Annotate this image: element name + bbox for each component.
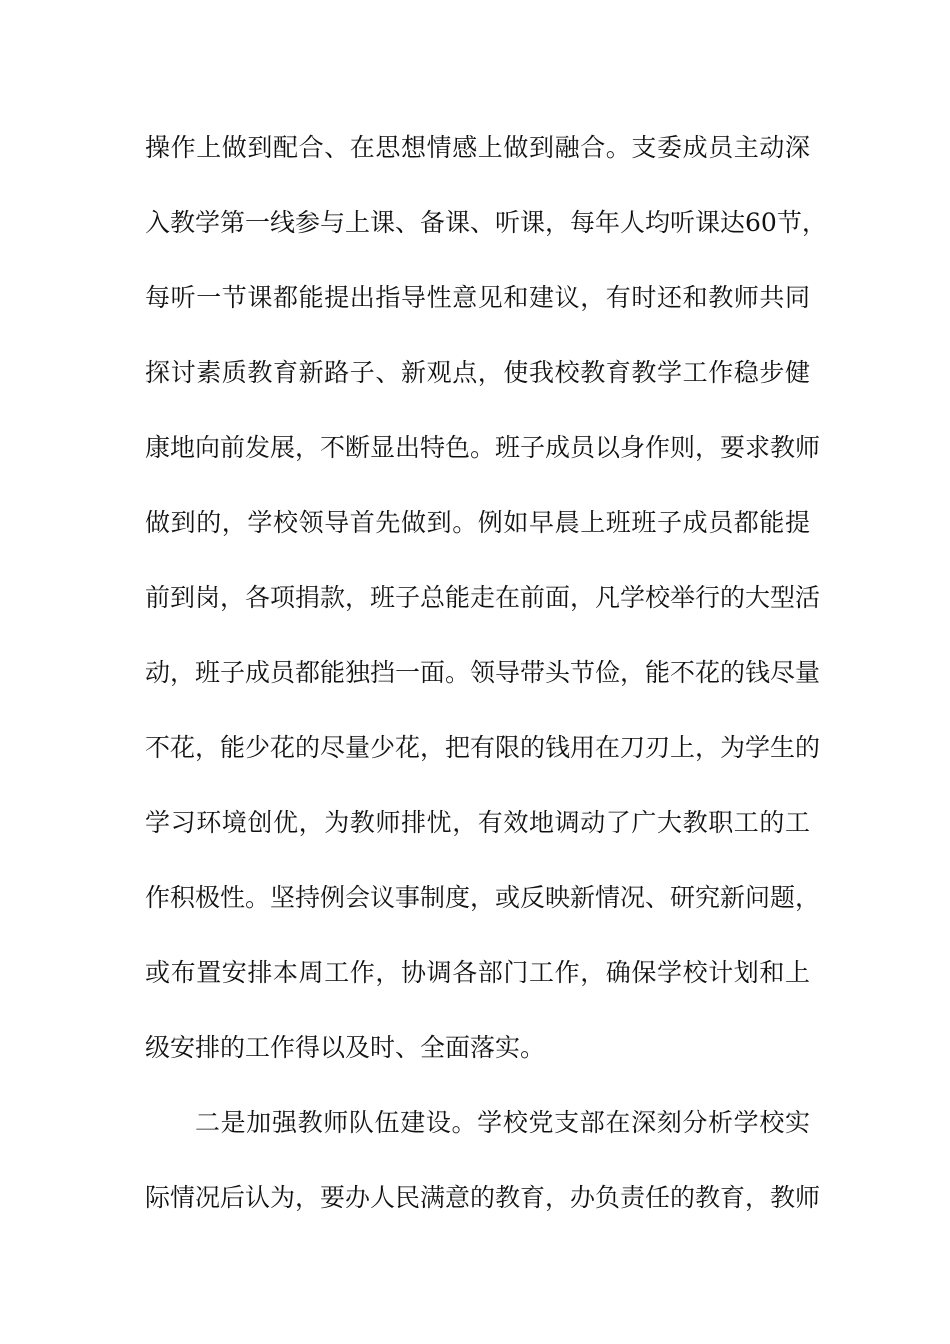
paragraph-end-line: 级安排的工作得以及时、全面落实。 [145, 1033, 546, 1062]
body-text [145, 124, 827, 1249]
text-line: 学习环境创优，为教师排忧，有效地调动了广大教职工的工 [145, 808, 810, 837]
text-line: 探讨素质教育新路子、新观点，使我校教育教学工作稳步健 [145, 358, 810, 387]
text-line: 入教学第一线参与上课、备课、听课，每年人均听课达60节， [145, 208, 827, 237]
text-line: 做到的，学校领导首先做到。例如早晨上班班子成员都能提 [145, 508, 810, 537]
text-line: 动，班子成员都能独挡一面。领导带头节俭，能不花的钱尽量 [145, 658, 821, 687]
text-line: 际情况后认为，要办人民满意的教育，办负责任的教育，教师 [145, 1183, 821, 1212]
text-line: 操作上做到配合、在思想情感上做到融合。支委成员主动深 [145, 133, 810, 162]
text-line: 前到岗，各项捐款，班子总能走在前面，凡学校举行的大型活 [145, 583, 821, 612]
text-line: 作积极性。坚持例会议事制度，或反映新情况、研究新问题， [145, 883, 821, 912]
text-line: 每听一节课都能提出指导性意见和建议，有时还和教师共同 [145, 283, 810, 312]
paragraph-start-line: 二是加强教师队伍建设。学校党支部在深刻分析学校实 [195, 1108, 810, 1137]
text-line: 或布置安排本周工作，协调各部门工作，确保学校计划和上 [145, 958, 810, 987]
text-line: 不花，能少花的尽量少花，把有限的钱用在刀刃上，为学生的 [145, 733, 821, 762]
text-line: 康地向前发展，不断显出特色。班子成员以身作则，要求教师 [145, 433, 821, 462]
